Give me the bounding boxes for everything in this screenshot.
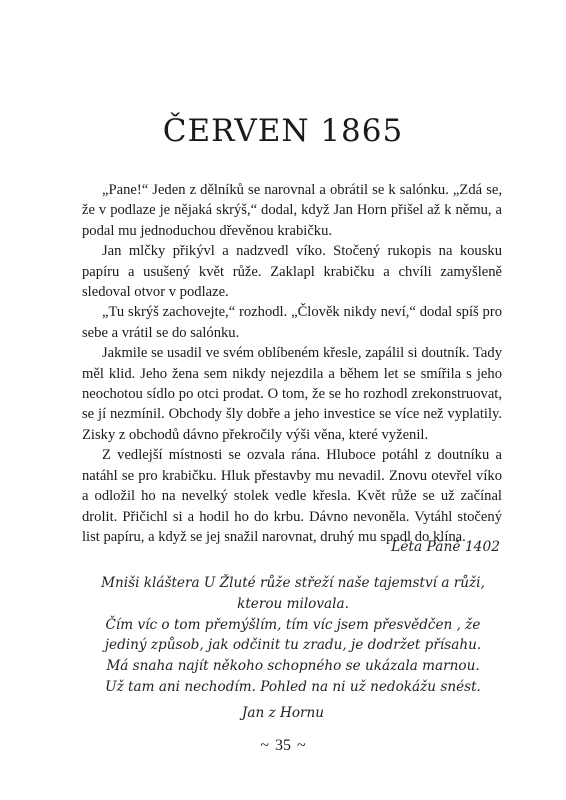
letter-line: Mniši kláštera U Žluté růže střeží naše tajemství a růži,: [101, 575, 485, 591]
letter-line: Už tam ani nechodím. Pohled na ni už nedokážu snést.: [105, 678, 481, 695]
letter-body: [86, 573, 500, 698]
paragraph: Z vedlejší místnosti se ozvala rána. Hluboce potáhl z doutníku a natáhl se pro krabičku. Hluk přestavby mu nevadil. Znovu otevřel víko a odložil ho na nevelký stolek vedle křesla. Květ růže se už začínal drolit. Přičichl si a hodil ho do krbu. Dávno nevoněla. Vytáhl stočený list papíru, a když se jej snažil narovnat, druhý mu spadl do klína.: [82, 447, 502, 545]
letter-line: jediný způsob, jak odčinit tu zradu, je dodržet přísahu.: [104, 637, 482, 654]
paragraph: Jakmile se usadil ve svém oblíbeném křesle, zapálil si doutník. Tady měl klid. Jeho žena sem nikdy nejezdila a během let se smířila s jeho neochotou sídlo po otci prodat. O tom, že se ho rozhodl zrekonstruovat, se jí nezmínil. Obchody šly dobře a jeho investice se více než vyplatily. Zisky z obchodů dávno překročily výši věna, které vyženil.: [82, 345, 502, 443]
chapter-title: ČERVEN 1865: [162, 113, 404, 149]
paragraph: „Tu skrýš zachovejte,“ rozhodl. „Člověk nikdy neví,“ dodal spíš pro sebe a vrátil se do salónku.: [82, 304, 502, 341]
paragraph: Jan mlčky přikývl a nadzvedl víko. Stočený rukopis na kousku papíru a usušený květ růže. Zaklapl krabičku a chvíli zamyšleně sledoval otvor v podlaze.: [82, 243, 502, 301]
ornament-left: ~: [260, 737, 269, 754]
page-number-footer: [0, 737, 566, 755]
letter-line: Čím víc o tom přemýšlím, tím víc jsem přesvědčen , že: [105, 616, 481, 633]
ornament-right: ~: [297, 737, 306, 754]
letter-line: Má snaha najít někoho schopného se ukázala marnou.: [106, 658, 480, 675]
chapter-body: [82, 180, 502, 547]
letter-date: Léta Páně 1402: [391, 539, 500, 555]
letter-line: kterou milovala.: [237, 595, 349, 612]
letter-signature: Jan z Hornu: [241, 705, 325, 721]
page-number: 35: [275, 737, 291, 754]
paragraph: „Pane!“ Jeden z dělníků se narovnal a obrátil se k salónku. „Zdá se, že v podlaze je nějaká skrýš,“ dodal, když Jan Horn přišel až k němu, a podal mu jednoduchou dřevěnou krabičku.: [82, 182, 502, 239]
